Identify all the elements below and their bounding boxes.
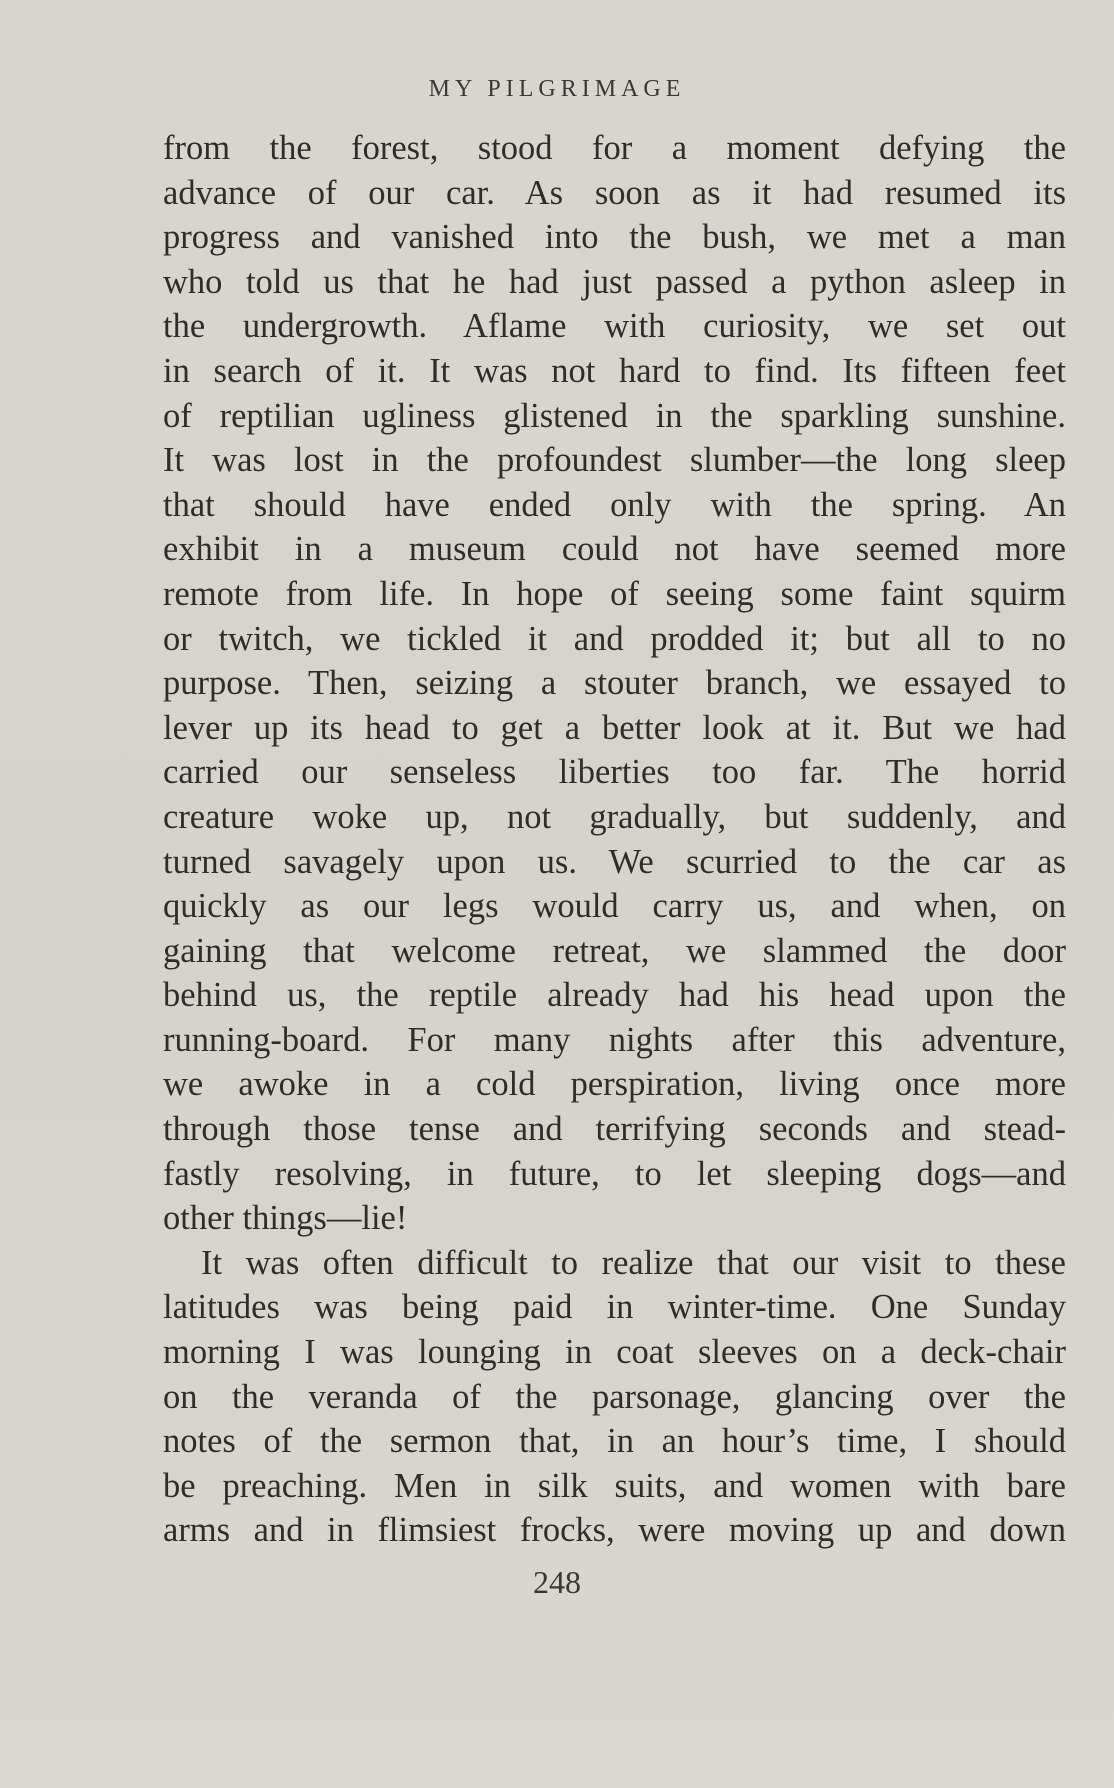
text-line: advance of our car. As soon as it had resumed its bbox=[163, 173, 1066, 212]
text-line: or twitch, we tickled it and prodded it; but all to no bbox=[163, 619, 1066, 658]
text-line: other things—lie! bbox=[163, 1199, 408, 1238]
text-line: running-board. For many nights after this adventure, bbox=[163, 1020, 1066, 1059]
text-line: gaining that welcome retreat, we slammed the door bbox=[163, 931, 1066, 970]
text-line: turned savagely upon us. We scurried to the car as bbox=[163, 842, 1066, 881]
text-line: arms and in flimsiest frocks, were moving up and down bbox=[163, 1511, 1066, 1550]
text-line: who told us that he had just passed a python asleep in bbox=[163, 262, 1066, 301]
text-line: that should have ended only with the spring. An bbox=[163, 485, 1066, 524]
text-line: quickly as our legs would carry us, and when, on bbox=[163, 887, 1066, 926]
text-line: on the veranda of the parsonage, glancing over the bbox=[163, 1377, 1066, 1416]
text-line: progress and vanished into the bush, we met a man bbox=[163, 218, 1066, 257]
running-head: MY PILGRIMAGE bbox=[428, 76, 686, 102]
page-number: 248 bbox=[533, 1564, 581, 1600]
text-line: morning I was lounging in coat sleeves on a deck-chair bbox=[163, 1333, 1066, 1372]
text-line: the undergrowth. Aflame with curiosity, we set out bbox=[163, 307, 1066, 346]
text-line: fastly resolving, in future, to let sleeping dogs—and bbox=[163, 1154, 1066, 1193]
text-line: It was lost in the profoundest slumber—the long sleep bbox=[163, 441, 1066, 480]
text-line: latitudes was being paid in winter-time. One Sunday bbox=[163, 1288, 1066, 1327]
text-line: of reptilian ugliness glistened in the sparkling sunshine. bbox=[163, 396, 1066, 435]
text-line: exhibit in a museum could not have seemed more bbox=[163, 530, 1066, 569]
text-line: notes of the sermon that, in an hour’s time, I should bbox=[163, 1422, 1066, 1461]
text-line: be preaching. Men in silk suits, and women with bare bbox=[163, 1466, 1066, 1505]
text-line: we awoke in a cold perspiration, living once more bbox=[163, 1065, 1066, 1104]
text-line: purpose. Then, seizing a stouter branch, we essayed to bbox=[163, 664, 1066, 703]
text-line: behind us, the reptile already had his head upon the bbox=[163, 976, 1066, 1015]
text-line: in search of it. It was not hard to find. Its fifteen feet bbox=[163, 351, 1066, 390]
text-line: It was often difficult to realize that our visit to these bbox=[201, 1243, 1066, 1282]
text-line: creature woke up, not gradually, but suddenly, and bbox=[163, 797, 1066, 836]
text-line: through those tense and terrifying seconds and stead- bbox=[163, 1110, 1066, 1149]
text-line: from the forest, stood for a moment defying the bbox=[163, 129, 1066, 167]
text-line: remote from life. In hope of seeing some faint squirm bbox=[163, 574, 1066, 613]
body-text bbox=[163, 126, 1066, 1553]
text-line: lever up its head to get a better look at it. But we had bbox=[163, 708, 1066, 747]
text-line: carried our senseless liberties too far. The horrid bbox=[163, 753, 1066, 792]
